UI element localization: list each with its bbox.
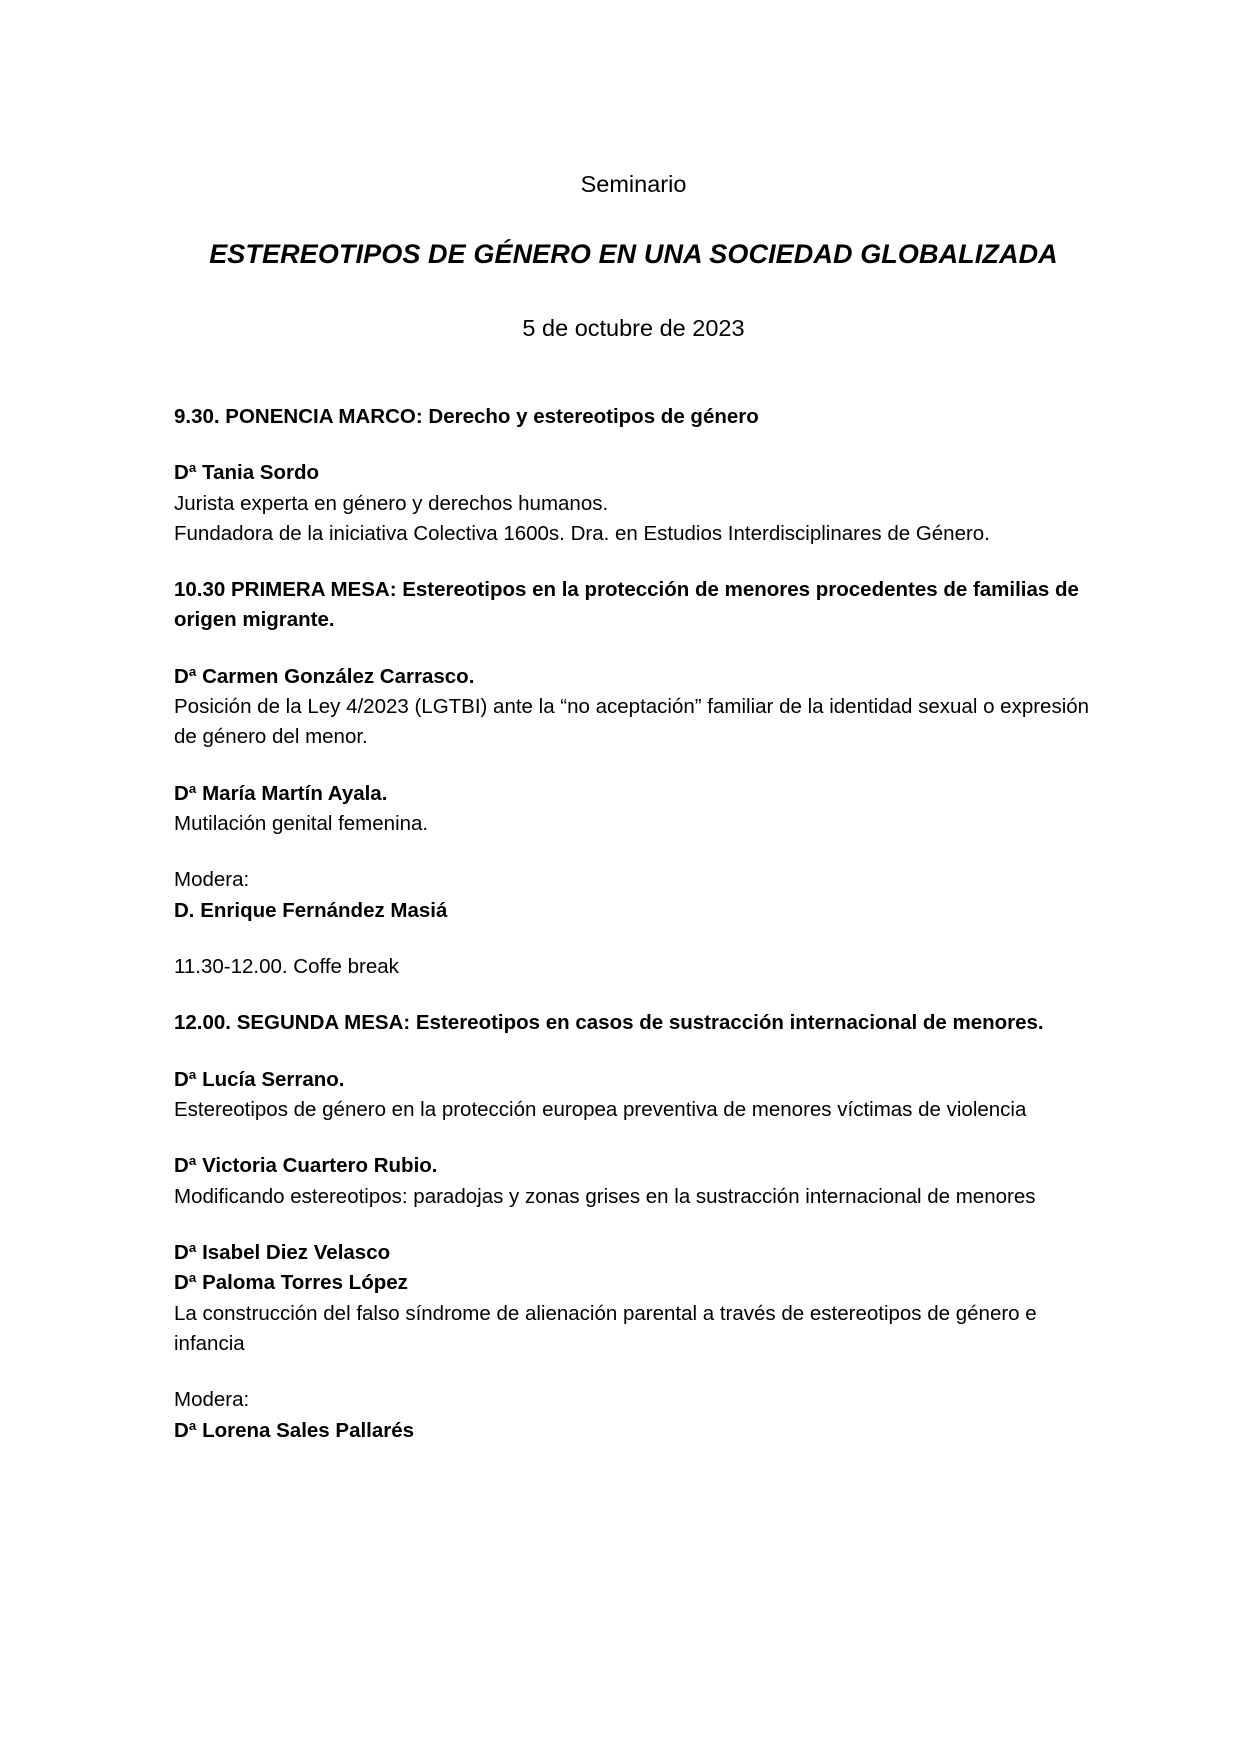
program-block-maria-martin-ayala (174, 779, 1093, 840)
program-line-emphasis: D. Enrique Fernández Masiá (174, 898, 448, 922)
program-block-ponencia-marco-heading (174, 402, 1093, 432)
program-line-emphasis: Dª Carmen González Carrasco. (174, 664, 475, 688)
program-block-carmen-gonzalez-carrasco (174, 662, 1093, 753)
program-line-emphasis: Dª Victoria Cuartero Rubio. (174, 1154, 438, 1178)
program-block-primera-mesa-heading (174, 575, 1093, 636)
program-block-victoria-cuartero-rubio (174, 1151, 1093, 1212)
program-line-emphasis: 12.00. SEGUNDA MESA: Estereotipos en casos de sustracción internacional de menores. (174, 1011, 1044, 1035)
program-line: Modera: (174, 868, 250, 892)
program-line: La construcción del falso síndrome de alienación parental a través de estereotipos de género e infancia (174, 1301, 1037, 1356)
program-line-emphasis: Dª Tania Sordo (174, 461, 320, 485)
program-line: Posición de la Ley 4/2023 (LGTBI) ante la “no aceptación” familiar de la identidad sexual o expresión de género del menor. (174, 695, 1090, 749)
program-block-modera-primera-mesa (174, 865, 1093, 926)
document-date: 5 de octubre de 2023 (522, 315, 745, 342)
program-block-tania-sordo (174, 458, 1093, 549)
program-line: Modificando estereotipos: paradojas y zonas grises en la sustracción internacional de menores (174, 1184, 1036, 1208)
program-line: Mutilación genital femenina. (174, 812, 429, 836)
program-line-emphasis: Dª Isabel Diez Velasco (174, 1241, 391, 1265)
program-block-isabel-diez-paloma-torres (174, 1238, 1093, 1359)
program-block-modera-segunda-mesa (174, 1385, 1093, 1446)
program-line: Estereotipos de género en la protección europea preventiva de menores víctimas de violencia (174, 1098, 1027, 1122)
program-line-emphasis: 10.30 PRIMERA MESA: Estereotipos en la protección de menores procedentes de familias de origen migrante. (174, 578, 1079, 632)
program-block-segunda-mesa-heading (174, 1008, 1093, 1038)
program-line-emphasis: 9.30. PONENCIA MARCO: Derecho y estereotipos de género (174, 404, 759, 428)
program-line: Modera: (174, 1388, 250, 1412)
program-block-coffee-break (174, 952, 1093, 982)
program-line-emphasis: Dª Paloma Torres López (174, 1271, 408, 1295)
document-kicker: Seminario (580, 171, 687, 197)
program-line-emphasis: Dª Lucía Serrano. (174, 1067, 345, 1091)
program-body (174, 402, 1093, 1446)
program-line: 11.30-12.00. Coffe break (174, 955, 399, 979)
program-line: Fundadora de la iniciativa Colectiva 1600s. Dra. en Estudios Interdisciplinares de Género. (174, 521, 990, 545)
program-line-emphasis: Dª Lorena Sales Pallarés (174, 1418, 415, 1442)
page-title: ESTEREOTIPOS DE GÉNERO EN UNA SOCIEDAD GLOBALIZADA (209, 239, 1058, 270)
program-line: Jurista experta en género y derechos humanos. (174, 491, 609, 515)
program-block-lucia-serrano (174, 1065, 1093, 1126)
program-line-emphasis: Dª María Martín Ayala. (174, 781, 388, 805)
